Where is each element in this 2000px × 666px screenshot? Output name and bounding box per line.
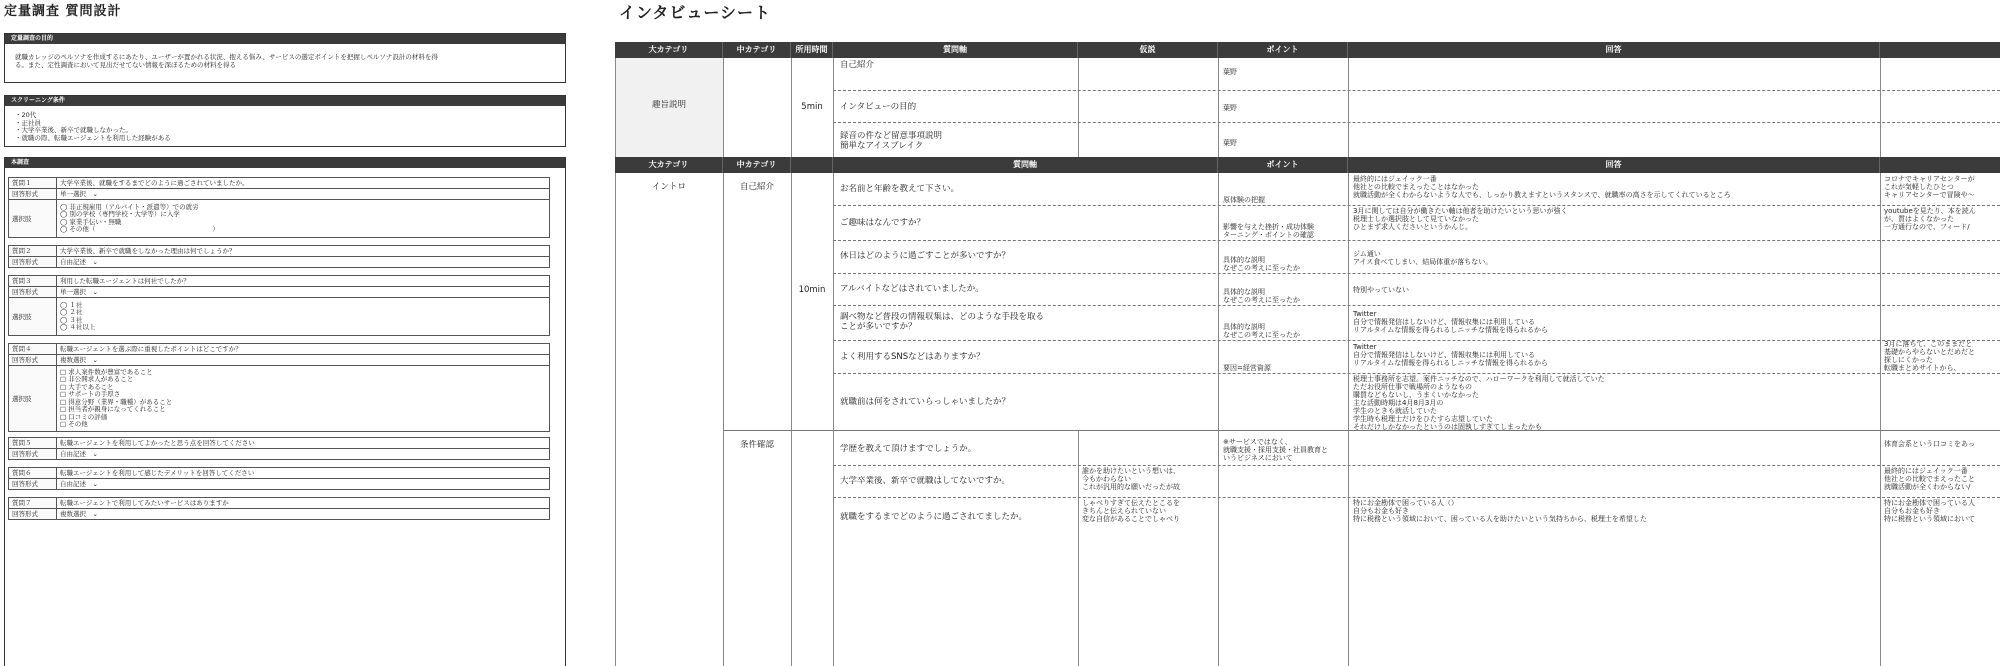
question-text: 転職エージェントを利用して感じたデメリットを回答してください (57, 468, 550, 479)
extra-cell: 最終的にはジェイック一番 他社との比較でまえったこと 就職活動が全くわからない/ (1884, 467, 1975, 491)
choice-option[interactable]: □ 求人案件数が豊富であること (60, 367, 153, 376)
header-answer: 回答 (1348, 157, 1880, 173)
page-title: 定量調査 質問設計 (4, 4, 122, 19)
choice-option[interactable]: □ サポートの手厚さ (60, 390, 121, 398)
header-answer: 回答 (1348, 42, 1880, 58)
answer-cell: 特別やっていない (1353, 286, 1409, 294)
subcategory-self-intro: 自己紹介 (739, 182, 774, 192)
question-cell: お名前と年齢を教えて下さい。 (840, 184, 960, 194)
choices-list (57, 298, 550, 336)
screening-line: ・正社員 (15, 118, 41, 127)
choices-list (57, 200, 550, 238)
duration-10min: 10min (798, 285, 826, 295)
header-question: 質問軸 (833, 42, 1078, 58)
answer-type-select[interactable]: 自由記述 ⌄ (60, 450, 98, 458)
header-major-category: 大カテゴリ (615, 42, 723, 58)
question-label: 質問１ (9, 178, 57, 189)
question-text: 利用した転職エージェントは何社でしたか？ (57, 276, 550, 287)
purpose-section (4, 33, 566, 83)
question-cell: 休日はどのように過ごすことが多いですか？ (840, 251, 1011, 261)
header-major-category: 大カテゴリ (615, 157, 723, 173)
question-cell: 学歴を教えて頂けますでしょうか。 (840, 444, 977, 454)
header-point: ポイント (1218, 42, 1348, 58)
question-block (8, 177, 550, 238)
purpose-line: 就職カレッジのペルソナを作成するにあたり、ユーザーが置かれる状況、抱える悩み、サービスの選定ポイントを把握しペルソナ設計の材料を得 (15, 53, 438, 61)
row-divider (833, 122, 2000, 123)
survey-design-panel (0, 0, 570, 666)
header-blank (791, 157, 833, 173)
choice-option[interactable]: □ 得意分野（業界・職種）があること (60, 397, 173, 406)
answer-cell: Twitter 自分で情報発信はしないけど、情報収集には利用している リアルタイムな情報を得られるしニッチな情報を得られるから (1353, 343, 1549, 367)
answer-cell: ジム通い アイス食べてしまい、結局体重が落ちない。 (1353, 250, 1493, 266)
purpose-line: る。また、定性調査において見出だせてない情報を深ぼるための材料を得る (15, 61, 236, 69)
question-cell: 大学卒業後、新卒で就職はしてないですか。 (840, 476, 1011, 486)
screening-line: ・20代 (15, 111, 37, 119)
choices-label: 選択肢 (9, 298, 57, 336)
row-divider (833, 305, 2000, 306)
duration-5min: 5min (801, 102, 823, 112)
answer-type-label: 回答形式 (9, 449, 57, 460)
question-label: 質問３ (9, 276, 57, 287)
grid-line (1218, 58, 1219, 157)
extra-cell: 体育会系という口コミをあっ (1884, 440, 1975, 448)
answer-type-select[interactable]: 複数選択 ⌄ (60, 510, 98, 518)
header-question: 質問軸 (833, 157, 1218, 173)
screening-section (4, 95, 566, 147)
choice-option[interactable]: □ その他 (60, 420, 88, 428)
grid-line (1348, 173, 1349, 666)
choice-option[interactable]: □ 非公開求人があること (60, 375, 134, 383)
table-header (615, 42, 2000, 58)
answer-cell: 特にお金勘体で困っている人（） 自分もお金も好き 特に税務という領域において、困っている人を助けたいという気持ちから、税理士を希望した (1353, 499, 1647, 523)
row-divider (833, 465, 2000, 466)
answer-type-label: 回答形式 (9, 257, 57, 268)
grid-line (1078, 58, 1079, 157)
answer-type-select[interactable]: 単一選択 ⌄ (60, 190, 98, 198)
row-divider (833, 273, 2000, 274)
grid-line (1218, 173, 1219, 666)
choice-option[interactable]: ◯ 別の学校（専門学校・大学等）に入学 (60, 210, 180, 218)
interview-sheet-panel (615, 0, 2000, 666)
subcategory-condition-check: 条件確認 (739, 440, 774, 450)
extra-cell: コロナでキャリアセンターが これが気軽したひとつ キャリアセンターで冒険や～ (1884, 175, 1975, 199)
hypothesis-cell: 誰かを助けたいという想いは、 今もかわらない これが汎用的な願いだったが故 (1082, 467, 1180, 491)
point-cell: ※サービスではなく、 就職支援・採用支援・社員教育と いうビジネスにおいて (1223, 438, 1328, 462)
choices-label: 選択肢 (9, 200, 57, 238)
choice-option[interactable]: ◯ ２社 (60, 308, 83, 316)
choice-option[interactable]: □ 担当者が親身になってくれること (60, 405, 166, 413)
question-cell: よく利用するSNSなどはありますか？ (840, 352, 985, 362)
question-cell: アルバイトなどはされていましたか。 (840, 284, 984, 294)
question-block (8, 497, 550, 520)
choice-option[interactable]: □ 口コミの評価 (60, 412, 108, 421)
grid-line (723, 173, 724, 666)
question-cell: 録音の件など留意事項説明 簡単なアイスブレイク (840, 131, 943, 151)
point-cell: 具体的な説明 なぜこの考えに至ったか (1223, 323, 1300, 339)
question-cell: 就職をするまでどのように過ごされてましたか。 (840, 512, 1028, 522)
survey-heading: 本調査 (5, 158, 565, 168)
question-block (8, 343, 550, 432)
category-intro: イントロ (651, 182, 686, 192)
answer-type-select[interactable]: 複数選択 ⌄ (60, 356, 98, 364)
grid-line (1880, 173, 1881, 666)
question-label: 質問６ (9, 468, 57, 479)
choices-label: 選択肢 (9, 366, 57, 432)
table-header (615, 157, 2000, 173)
question-label: 質問７ (9, 498, 57, 509)
point-cell: 葉野 (1223, 104, 1237, 112)
question-label: 質問２ (9, 246, 57, 257)
choice-option[interactable]: ◯ 家業手伝い・無職 (60, 217, 122, 226)
point-cell: 葉野 (1223, 139, 1237, 147)
answer-cell: 最終的にはジェイック一番 他社との比較でまえったことはなかった 就職活動が全くわからないような人でも、しっかり教えますというスタンスで、就職率の高さを示してくれているところ (1353, 175, 1731, 199)
row-divider (833, 340, 2000, 341)
row-divider (833, 497, 2000, 498)
grid-line (723, 58, 724, 157)
question-label: 質問４ (9, 344, 57, 355)
row-divider (833, 205, 2000, 206)
point-cell: 影響を与えた挫折・成功体験 ターニング・ポイントの確認 (1223, 223, 1314, 239)
grid-line (615, 173, 616, 666)
answer-cell: 税理士事務所を志望。案件ニッチなので、ハローワークを利用して就活していた ただお役所仕事で戦場所のようなもの 購買などもないし、うまくいかなかった 主な活動時期は4月8月3月の 学生のときも就活していた 学生時も税理士だけをひたすら志望していた それだけしかなかったというのは固執しすぎてしまったかも (1353, 375, 1605, 431)
point-cell: 葉野 (1223, 68, 1237, 76)
question-text: 転職エージェントで利用してみたいサービスはありますか (57, 498, 550, 509)
question-cell: 調べ物など普段の情報収集は、どのような手段を取る ことが多いですか？ (840, 312, 1045, 332)
question-text: 大学卒業後、就職をするまでどのように過ごされていましたか。 (57, 178, 550, 189)
extra-cell: 3月に落ちて、このままだと 基礎からやらないとだめだと 探しにくかった 転職まとめサイトから、 (1884, 340, 1975, 372)
screening-heading: スクリーニング条件 (5, 96, 565, 106)
purpose-heading: 定量調査の目的 (5, 34, 565, 44)
header-point: ポイント (1218, 157, 1348, 173)
point-cell: 具体的な説明 なぜこの考えに至ったか (1223, 288, 1300, 304)
screening-line: ・大学卒業後、新卒で就職しなかった。 (15, 126, 132, 134)
question-text: 転職エージェントを選ぶ際に重視したポイントはどこですか？ (57, 344, 550, 355)
answer-type-select[interactable]: 自由記述 ⌄ (60, 258, 98, 266)
question-text: 転職エージェントを利用してよかったと思う点を回答してください (57, 438, 550, 449)
question-cell: 就職前は何をされていらっしゃいましたか？ (840, 397, 1011, 407)
question-text: 大学卒業後、新卒で就職をしなかった理由は何でしょうか？ (57, 246, 550, 257)
choice-option[interactable]: □ 大手であること (60, 382, 114, 391)
answer-type-label: 回答形式 (9, 189, 57, 200)
choice-option[interactable]: ◯ １社 (60, 300, 83, 309)
question-cell: 自己紹介 (840, 60, 875, 70)
answer-cell: Twitter 自分で情報発信はしないけど、情報収集には利用している リアルタイムな情報を得られるしニッチな情報を得られるから (1353, 310, 1549, 334)
answer-type-label: 回答形式 (9, 287, 57, 298)
answer-type-select[interactable]: 自由記述 ⌄ (60, 480, 98, 488)
choice-option[interactable]: ◯ ３社 (60, 315, 83, 324)
point-cell: 具体的な説明 なぜこの考えに至ったか (1223, 256, 1300, 272)
answer-type-label: 回答形式 (9, 355, 57, 366)
answer-type-select[interactable]: 単一選択 ⌄ (60, 288, 98, 296)
question-block (8, 245, 550, 268)
choice-option[interactable]: ◯ その他（ ） (60, 225, 219, 233)
header-duration: 所用時間 (791, 42, 833, 58)
grid-line (1880, 58, 1881, 157)
answer-type-label: 回答形式 (9, 509, 57, 520)
question-label: 質問５ (9, 438, 57, 449)
interview-sheet-title: インタビューシート (619, 3, 772, 22)
header-sub-category: 中カテゴリ (723, 157, 791, 173)
question-block (8, 275, 550, 336)
choice-option[interactable]: ◯ ４社以上 (60, 323, 96, 331)
answer-type-label: 回答形式 (9, 479, 57, 490)
answer-cell: 3月に関しては自分が働きたい軸は他者を助けたいという思いが強く 税理士しか選択肢として見ていなかった ひとまず求人くださいというかんじ。 (1353, 207, 1568, 231)
question-cell: ご趣味はなんですか？ (840, 218, 926, 228)
header-hypothesis: 仮説 (1078, 42, 1218, 58)
choices-list (57, 366, 550, 432)
grid-line (833, 173, 834, 666)
point-cell: 原体験の把握 (1223, 196, 1265, 204)
screening-line: ・就職の際、転職エージェントを利用した経験がある (15, 133, 171, 142)
grid-line (833, 58, 834, 157)
question-cell: インタビューの目的 (840, 102, 917, 112)
choice-option[interactable]: ◯ 非正規雇用（アルバイト・派遣等）での就労 (60, 202, 199, 211)
hypothesis-cell: しゃべりすぎて伝えたとこるを きちんと伝えられていない 変な自信があることでしゃべり (1082, 499, 1180, 523)
header-sub-category: 中カテゴリ (723, 42, 791, 58)
row-divider (833, 373, 2000, 374)
grid-line (1348, 58, 1349, 157)
header-extra (1880, 157, 2000, 173)
question-block (8, 467, 550, 490)
header-extra (1880, 42, 2000, 58)
category-purpose: 趣旨説明 (651, 100, 686, 110)
row-divider (833, 240, 2000, 241)
extra-cell: 特にお金勘体で困っている人 自分もお金も好き 特に税務という領域において (1884, 499, 1975, 523)
grid-line (791, 173, 792, 666)
row-divider (833, 90, 2000, 91)
question-block (8, 437, 550, 460)
extra-cell: youtubeを見たり、本を読ん が、質はよくなかった 一方通行なので、フィード/ (1884, 207, 1976, 231)
point-cell: 要因=経営資源 (1223, 364, 1271, 372)
